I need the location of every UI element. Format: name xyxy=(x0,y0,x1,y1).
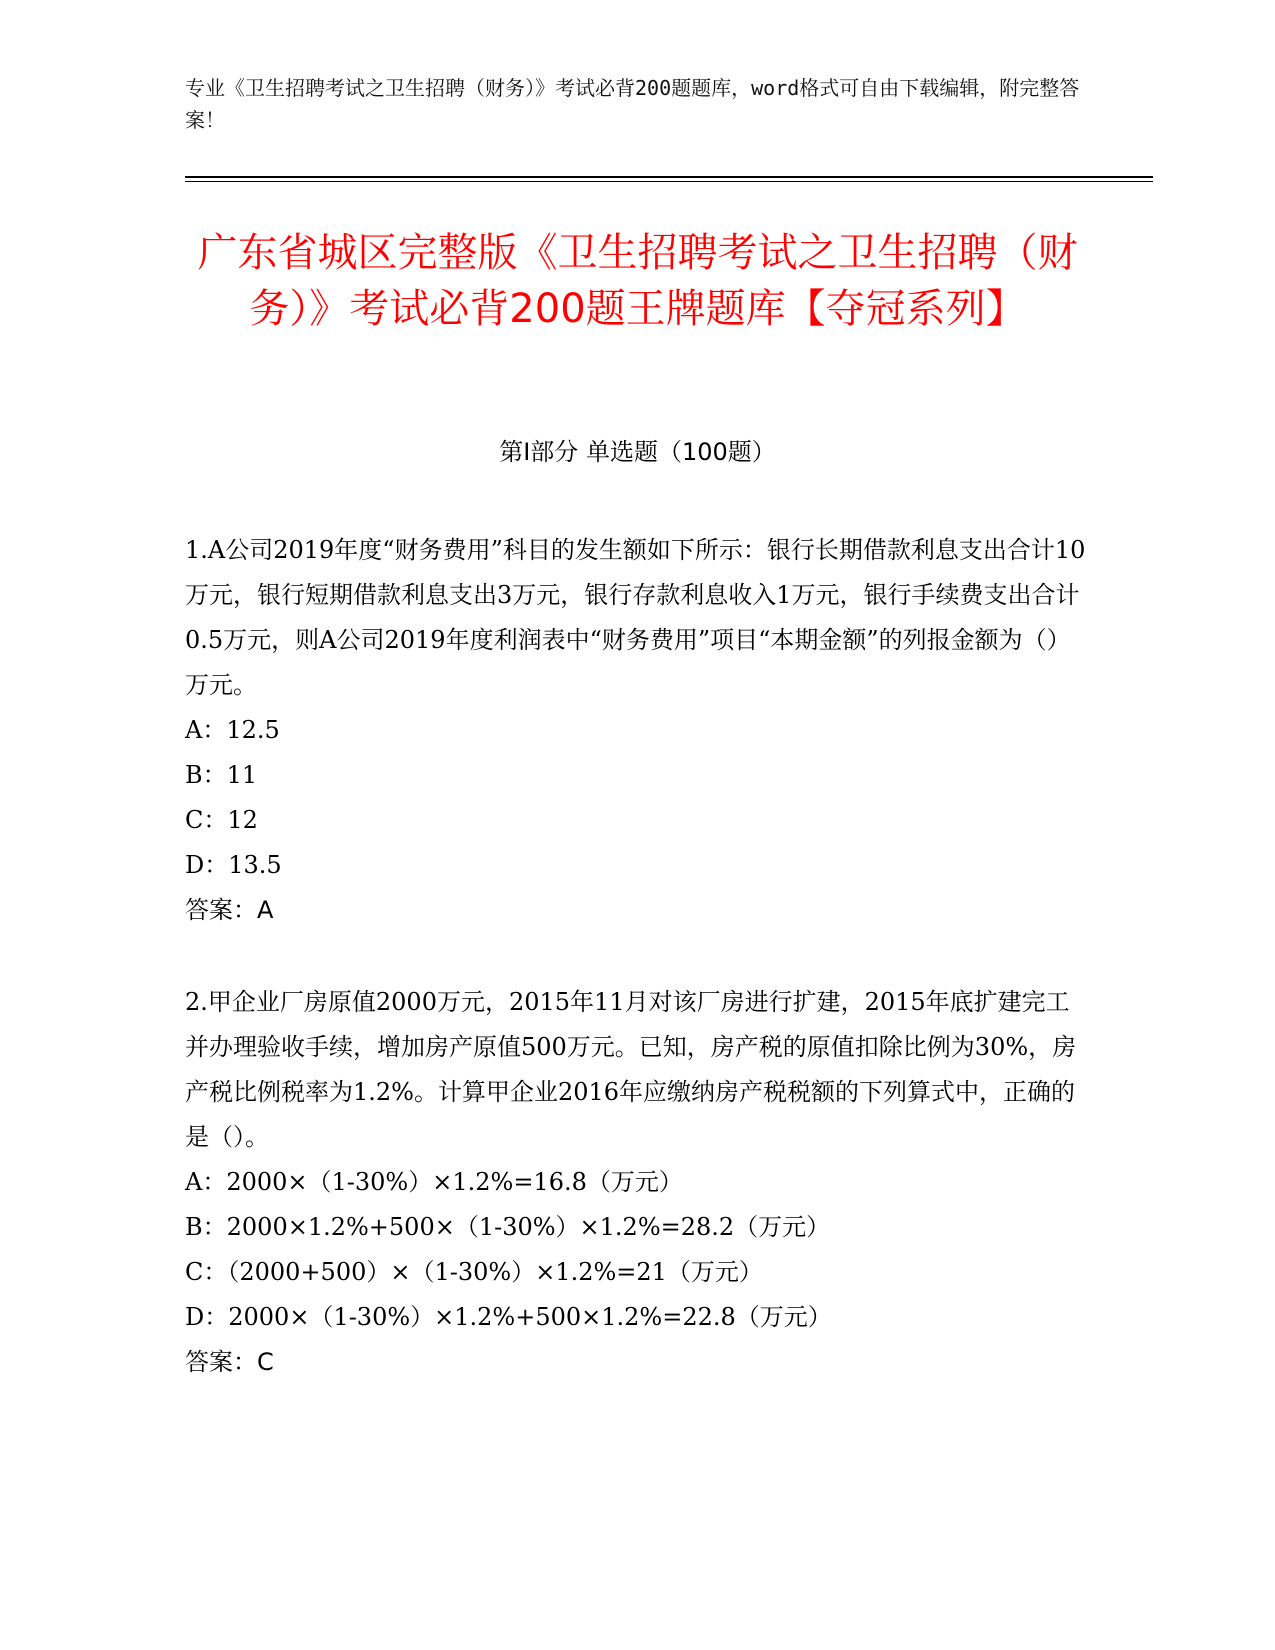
option-d: D：2000×（1-30%）×1.2%+500×1.2%=22.8（万元） xyxy=(185,1303,832,1331)
document-title: 广东省城区完整版《卫生招聘考试之卫生招聘（财务）》考试必背200题王牌题库【夺冠系列】 xyxy=(197,230,1078,332)
option-b: B：2000×1.2%+500×（1-30%）×1.2%=28.2（万元） xyxy=(185,1213,831,1241)
header-rule-thin xyxy=(185,181,1153,182)
question-2 xyxy=(185,980,1090,1385)
option-d: D：13.5 xyxy=(185,851,282,879)
answer: 答案：C xyxy=(185,1348,274,1376)
option-c: C：12 xyxy=(185,806,258,834)
question-stem: 1.A公司2019年度“财务费用”科目的发生额如下所示：银行长期借款利息支出合计10万元，银行短期借款利息支出3万元，银行存款利息收入1万元，银行手续费支出合计0.5万元，则A公司2019年度利润表中“财务费用”项目“本期金额”的列报金额为（）万元。 xyxy=(185,536,1086,699)
option-c: C：（2000+500）×（1-30%）×1.2%=21（万元） xyxy=(185,1258,763,1286)
question-stem: 2.甲企业厂房原值2000万元，2015年11月对该厂房进行扩建，2015年底扩建完工并办理验收手续，增加房产原值500万元。已知，房产税的原值扣除比例为30%，房产税比例税率为1.2%。计算甲企业2016年应缴纳房产税税额的下列算式中，正确的是（）。 xyxy=(185,988,1077,1151)
header-rule-thick xyxy=(185,176,1153,178)
question-1 xyxy=(185,528,1090,933)
section-title: 第I部分 单选题（100题） xyxy=(499,438,776,466)
option-b: B：11 xyxy=(185,761,258,789)
answer: 答案：A xyxy=(185,896,274,924)
header-note: 专业《卫生招聘考试之卫生招聘（财务）》考试必背200题题库，word格式可自由下载编辑，附完整答案！ xyxy=(185,76,1080,132)
option-a: A：2000×（1-30%）×1.2%=16.8（万元） xyxy=(185,1168,683,1196)
option-a: A：12.5 xyxy=(185,716,280,744)
